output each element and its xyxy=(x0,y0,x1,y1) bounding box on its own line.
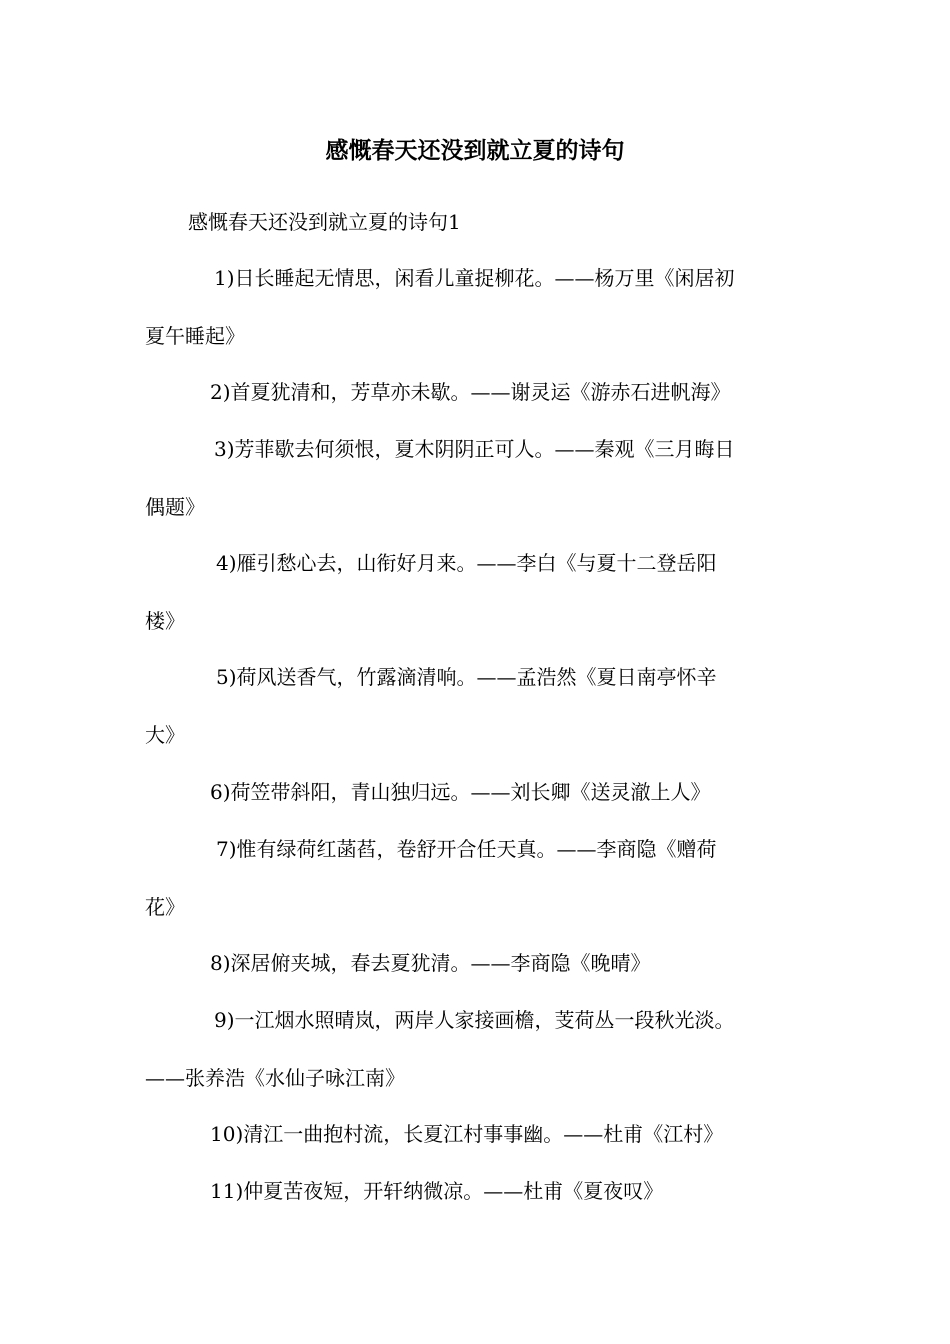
poem-line: 3)芳菲歇去何须恨，夏木阴阴正可人。——秦观《三月晦日 xyxy=(214,437,735,461)
poem-line: 5)荷风送香气，竹露滴清响。——孟浩然《夏日南亭怀辛 xyxy=(216,665,717,689)
poem-line: 花》 xyxy=(145,895,185,919)
poem-line: ——张养浩《水仙子咏江南》 xyxy=(145,1066,405,1090)
section-heading: 感慨春天还没到就立夏的诗句1 xyxy=(188,210,461,234)
poem-line: 1)日长睡起无情思，闲看儿童捉柳花。——杨万里《闲居初 xyxy=(214,266,735,290)
poem-line: 偶题》 xyxy=(145,495,205,519)
poem-line: 大》 xyxy=(145,723,185,747)
poem-line: 6)荷笠带斜阳，青山独归远。——刘长卿《送灵澈上人》 xyxy=(210,780,711,804)
poem-line: 2)首夏犹清和，芳草亦未歇。——谢灵运《游赤石进帆海》 xyxy=(210,380,731,404)
document-title: 感慨春天还没到就立夏的诗句 xyxy=(325,137,625,164)
poem-line: 8)深居俯夹城，春去夏犹清。——李商隐《晚晴》 xyxy=(210,951,651,975)
poem-line: 7)惟有绿荷红菡萏，卷舒开合任天真。——李商隐《赠荷 xyxy=(216,837,717,861)
poem-line: 9)一江烟水照晴岚，两岸人家接画檐，芰荷丛一段秋光淡。 xyxy=(214,1008,735,1032)
poem-line: 夏午睡起》 xyxy=(145,324,245,348)
poem-line: 楼》 xyxy=(145,609,185,633)
poem-line: 4)雁引愁心去，山衔好月来。——李白《与夏十二登岳阳 xyxy=(216,551,717,575)
poem-line: 10)清江一曲抱村流，长夏江村事事幽。——杜甫《江村》 xyxy=(210,1122,724,1146)
poem-line: 11)仲夏苦夜短，开轩纳微凉。——杜甫《夏夜叹》 xyxy=(210,1179,664,1203)
